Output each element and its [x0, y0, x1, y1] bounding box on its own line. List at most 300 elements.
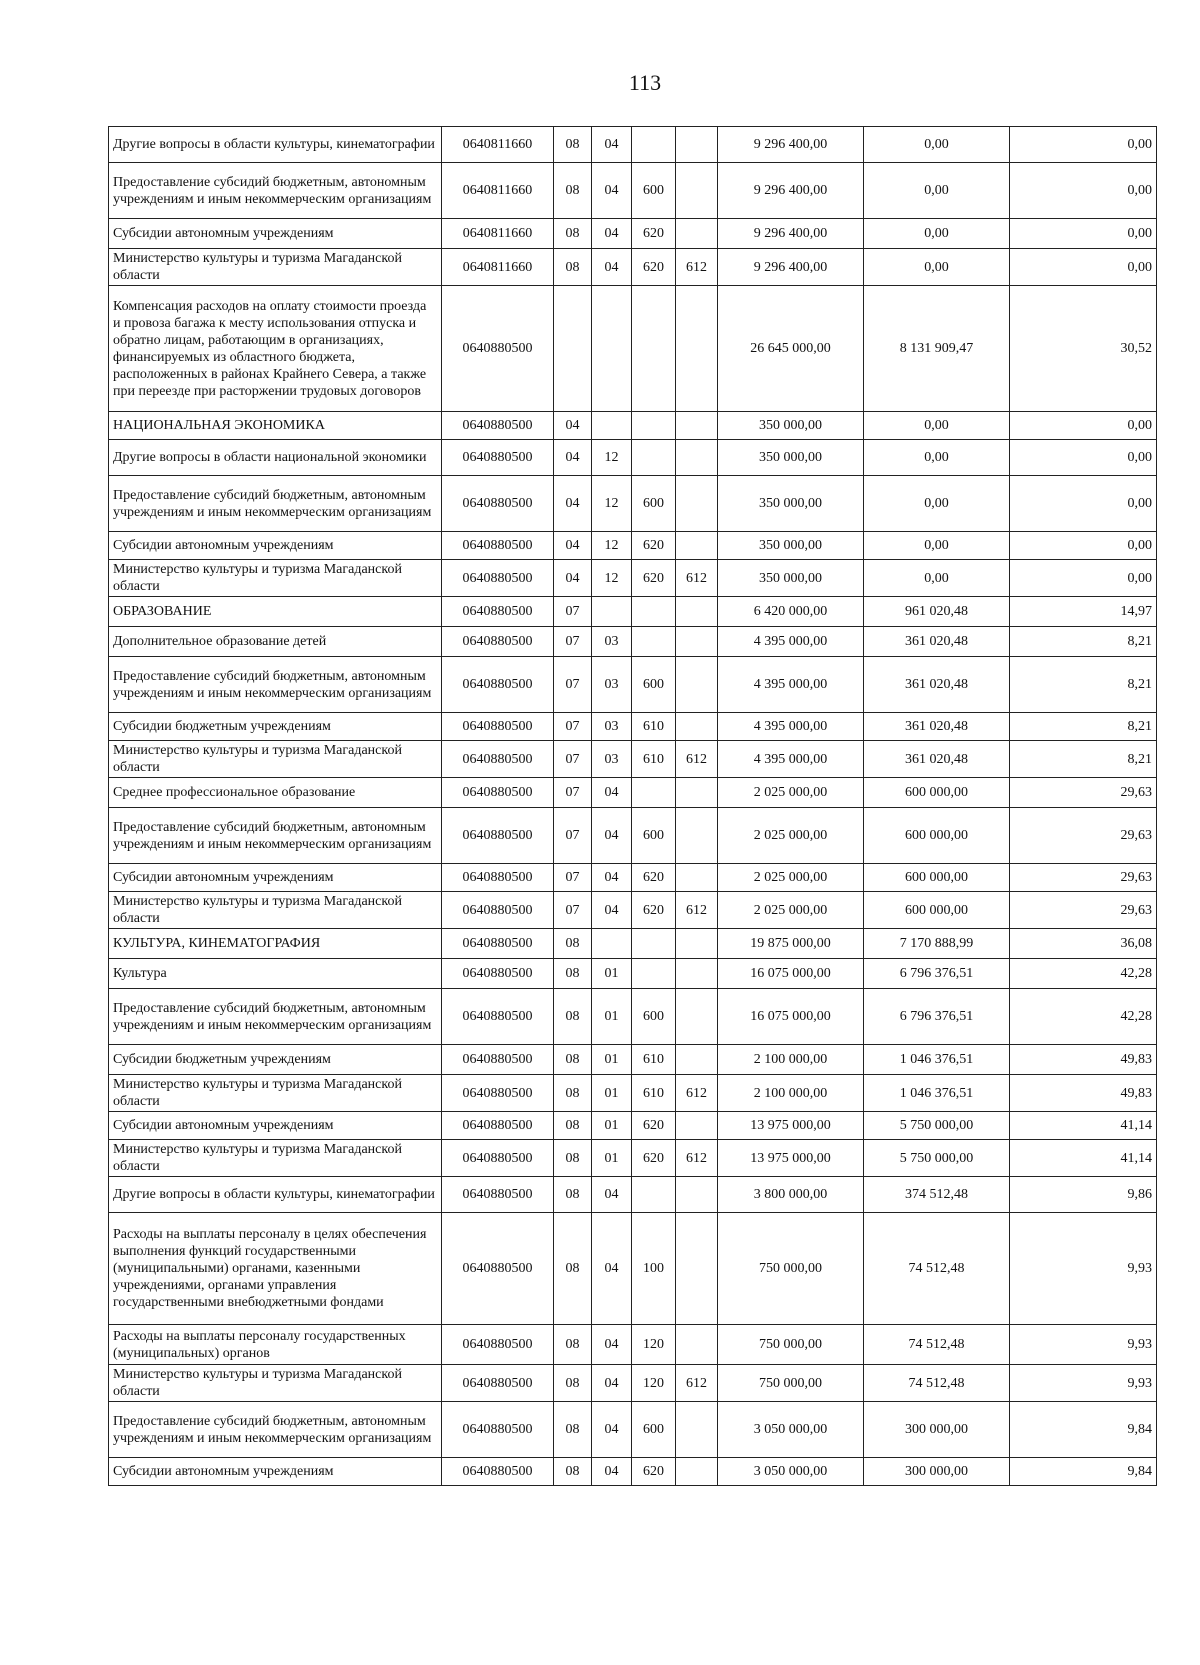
cell-target-code: 0640880500 — [442, 627, 554, 657]
cell-planned: 2 025 000,00 — [718, 808, 864, 864]
cell-subsection: 03 — [592, 627, 632, 657]
cell-subsection: 01 — [592, 989, 632, 1045]
cell-target-code: 0640880500 — [442, 476, 554, 532]
cell-section: 08 — [554, 1458, 592, 1486]
cell-target-code: 0640880500 — [442, 1045, 554, 1075]
cell-planned: 26 645 000,00 — [718, 286, 864, 412]
cell-executed: 0,00 — [864, 560, 1010, 597]
cell-percent: 8,21 — [1010, 627, 1157, 657]
cell-administrator: 612 — [676, 892, 718, 929]
cell-subsection: 04 — [592, 808, 632, 864]
table-row — [109, 127, 1157, 163]
cell-subsection: 04 — [592, 778, 632, 808]
table-row — [109, 1325, 1157, 1365]
table-row — [109, 1140, 1157, 1177]
cell-executed: 5 750 000,00 — [864, 1140, 1010, 1177]
cell-name: Субсидии бюджетным учреждениям — [109, 713, 442, 741]
cell-expense-type — [632, 597, 676, 627]
cell-percent: 36,08 — [1010, 929, 1157, 959]
cell-percent: 49,83 — [1010, 1075, 1157, 1112]
cell-percent: 42,28 — [1010, 959, 1157, 989]
cell-percent: 0,00 — [1010, 219, 1157, 249]
cell-name: Министерство культуры и туризма Магаданской области — [109, 892, 442, 929]
table-row — [109, 1177, 1157, 1213]
cell-percent: 0,00 — [1010, 532, 1157, 560]
cell-percent: 0,00 — [1010, 476, 1157, 532]
cell-percent: 9,86 — [1010, 1177, 1157, 1213]
cell-target-code: 0640880500 — [442, 989, 554, 1045]
cell-section: 07 — [554, 741, 592, 778]
cell-name: Министерство культуры и туризма Магаданской области — [109, 1365, 442, 1402]
cell-executed: 6 796 376,51 — [864, 959, 1010, 989]
cell-executed: 0,00 — [864, 127, 1010, 163]
table-row — [109, 286, 1157, 412]
cell-administrator — [676, 778, 718, 808]
cell-expense-type: 120 — [632, 1365, 676, 1402]
cell-expense-type — [632, 959, 676, 989]
cell-expense-type: 620 — [632, 249, 676, 286]
cell-section: 08 — [554, 127, 592, 163]
table-row — [109, 713, 1157, 741]
cell-percent: 9,93 — [1010, 1213, 1157, 1325]
table-row — [109, 627, 1157, 657]
cell-percent: 29,63 — [1010, 808, 1157, 864]
cell-subsection: 03 — [592, 713, 632, 741]
cell-executed: 5 750 000,00 — [864, 1112, 1010, 1140]
cell-percent: 0,00 — [1010, 163, 1157, 219]
cell-subsection: 04 — [592, 1213, 632, 1325]
cell-planned: 350 000,00 — [718, 440, 864, 476]
cell-name: Предоставление субсидий бюджетным, автономным учреждениям и иным некоммерческим организациям — [109, 476, 442, 532]
cell-expense-type: 620 — [632, 1458, 676, 1486]
cell-administrator: 612 — [676, 1365, 718, 1402]
cell-section: 07 — [554, 597, 592, 627]
cell-planned: 750 000,00 — [718, 1325, 864, 1365]
cell-executed: 300 000,00 — [864, 1458, 1010, 1486]
cell-subsection: 12 — [592, 440, 632, 476]
cell-section: 08 — [554, 1402, 592, 1458]
cell-planned: 3 050 000,00 — [718, 1402, 864, 1458]
table-row — [109, 1075, 1157, 1112]
cell-section: 08 — [554, 219, 592, 249]
table-row — [109, 1213, 1157, 1325]
cell-executed: 8 131 909,47 — [864, 286, 1010, 412]
cell-target-code: 0640880500 — [442, 713, 554, 741]
table-row — [109, 412, 1157, 440]
table-row — [109, 163, 1157, 219]
cell-administrator — [676, 1325, 718, 1365]
cell-administrator — [676, 929, 718, 959]
cell-section: 07 — [554, 778, 592, 808]
cell-section: 07 — [554, 864, 592, 892]
cell-administrator — [676, 219, 718, 249]
cell-executed: 7 170 888,99 — [864, 929, 1010, 959]
cell-percent: 8,21 — [1010, 657, 1157, 713]
cell-percent: 29,63 — [1010, 864, 1157, 892]
table-body — [109, 127, 1157, 1486]
cell-name: Предоставление субсидий бюджетным, автономным учреждениям и иным некоммерческим организациям — [109, 163, 442, 219]
cell-target-code: 0640880500 — [442, 1213, 554, 1325]
cell-executed: 600 000,00 — [864, 778, 1010, 808]
cell-administrator — [676, 440, 718, 476]
cell-name: Субсидии автономным учреждениям — [109, 1112, 442, 1140]
cell-executed: 0,00 — [864, 476, 1010, 532]
cell-percent: 29,63 — [1010, 778, 1157, 808]
cell-planned: 6 420 000,00 — [718, 597, 864, 627]
cell-administrator: 612 — [676, 741, 718, 778]
cell-planned: 16 075 000,00 — [718, 989, 864, 1045]
cell-executed: 300 000,00 — [864, 1402, 1010, 1458]
cell-section: 07 — [554, 808, 592, 864]
cell-planned: 16 075 000,00 — [718, 959, 864, 989]
cell-target-code: 0640880500 — [442, 657, 554, 713]
cell-administrator — [676, 412, 718, 440]
cell-percent: 30,52 — [1010, 286, 1157, 412]
cell-subsection: 01 — [592, 1112, 632, 1140]
cell-executed: 0,00 — [864, 163, 1010, 219]
cell-planned: 4 395 000,00 — [718, 741, 864, 778]
cell-subsection: 12 — [592, 560, 632, 597]
cell-name: КУЛЬТУРА, КИНЕМАТОГРАФИЯ — [109, 929, 442, 959]
cell-executed: 361 020,48 — [864, 741, 1010, 778]
cell-administrator — [676, 1402, 718, 1458]
cell-administrator — [676, 627, 718, 657]
cell-expense-type: 620 — [632, 1140, 676, 1177]
cell-percent: 41,14 — [1010, 1112, 1157, 1140]
cell-expense-type — [632, 440, 676, 476]
cell-administrator — [676, 713, 718, 741]
cell-target-code: 0640880500 — [442, 597, 554, 627]
table-row — [109, 476, 1157, 532]
cell-name: Министерство культуры и туризма Магаданской области — [109, 741, 442, 778]
cell-administrator — [676, 1458, 718, 1486]
cell-name: Субсидии бюджетным учреждениям — [109, 1045, 442, 1075]
cell-administrator: 612 — [676, 249, 718, 286]
cell-name: Дополнительное образование детей — [109, 627, 442, 657]
cell-planned: 750 000,00 — [718, 1213, 864, 1325]
cell-subsection: 03 — [592, 741, 632, 778]
cell-subsection: 01 — [592, 1045, 632, 1075]
cell-percent: 8,21 — [1010, 713, 1157, 741]
table-row — [109, 989, 1157, 1045]
cell-target-code: 0640811660 — [442, 127, 554, 163]
cell-administrator — [676, 163, 718, 219]
cell-name: Министерство культуры и туризма Магаданской области — [109, 1075, 442, 1112]
cell-percent: 9,84 — [1010, 1402, 1157, 1458]
cell-administrator — [676, 532, 718, 560]
cell-target-code: 0640880500 — [442, 1458, 554, 1486]
cell-target-code: 0640880500 — [442, 778, 554, 808]
cell-planned: 750 000,00 — [718, 1365, 864, 1402]
cell-expense-type — [632, 127, 676, 163]
table-row — [109, 929, 1157, 959]
cell-planned: 350 000,00 — [718, 412, 864, 440]
cell-subsection: 03 — [592, 657, 632, 713]
cell-percent: 42,28 — [1010, 989, 1157, 1045]
cell-expense-type: 600 — [632, 808, 676, 864]
cell-section: 07 — [554, 892, 592, 929]
cell-target-code: 0640880500 — [442, 892, 554, 929]
table-row — [109, 741, 1157, 778]
table-row — [109, 1045, 1157, 1075]
cell-target-code: 0640880500 — [442, 864, 554, 892]
cell-name: Предоставление субсидий бюджетным, автономным учреждениям и иным некоммерческим организациям — [109, 1402, 442, 1458]
cell-section: 08 — [554, 1045, 592, 1075]
table-row — [109, 440, 1157, 476]
cell-planned: 2 025 000,00 — [718, 892, 864, 929]
budget-table — [108, 126, 1157, 1486]
cell-planned: 19 875 000,00 — [718, 929, 864, 959]
cell-name: Субсидии автономным учреждениям — [109, 532, 442, 560]
cell-subsection: 04 — [592, 1402, 632, 1458]
cell-administrator — [676, 864, 718, 892]
cell-planned: 9 296 400,00 — [718, 219, 864, 249]
cell-subsection: 01 — [592, 959, 632, 989]
cell-percent: 0,00 — [1010, 127, 1157, 163]
cell-section: 08 — [554, 163, 592, 219]
cell-subsection: 04 — [592, 1365, 632, 1402]
cell-name: Другие вопросы в области культуры, кинематографии — [109, 127, 442, 163]
cell-section: 04 — [554, 440, 592, 476]
table-row — [109, 1402, 1157, 1458]
cell-planned: 350 000,00 — [718, 476, 864, 532]
cell-planned: 2 025 000,00 — [718, 864, 864, 892]
cell-target-code: 0640811660 — [442, 163, 554, 219]
cell-executed: 74 512,48 — [864, 1325, 1010, 1365]
cell-administrator — [676, 1213, 718, 1325]
cell-executed: 600 000,00 — [864, 864, 1010, 892]
cell-section: 04 — [554, 560, 592, 597]
cell-name: ОБРАЗОВАНИЕ — [109, 597, 442, 627]
cell-expense-type: 620 — [632, 219, 676, 249]
cell-subsection — [592, 286, 632, 412]
cell-percent: 9,93 — [1010, 1365, 1157, 1402]
cell-name: Компенсация расходов на оплату стоимости проезда и провоза багажа к месту использования отпуска и обратно лицам, работающим в организациях, финансируемых из областного бюджета, расположенных в районах Крайнего Севера, а также при переезде при расторжении трудовых договоров — [109, 286, 442, 412]
cell-expense-type: 610 — [632, 1045, 676, 1075]
cell-percent: 8,21 — [1010, 741, 1157, 778]
cell-expense-type: 600 — [632, 476, 676, 532]
cell-executed: 0,00 — [864, 440, 1010, 476]
cell-subsection — [592, 412, 632, 440]
cell-name: Расходы на выплаты персоналу в целях обеспечения выполнения функций государственными (муниципальными) органами, казенными учреждениями, органами управления государственными внебюджетными фондами — [109, 1213, 442, 1325]
table-row — [109, 597, 1157, 627]
cell-section: 07 — [554, 657, 592, 713]
cell-subsection: 01 — [592, 1075, 632, 1112]
cell-planned: 13 975 000,00 — [718, 1112, 864, 1140]
cell-executed: 961 020,48 — [864, 597, 1010, 627]
cell-planned: 3 800 000,00 — [718, 1177, 864, 1213]
cell-percent: 0,00 — [1010, 560, 1157, 597]
cell-name: НАЦИОНАЛЬНАЯ ЭКОНОМИКА — [109, 412, 442, 440]
cell-administrator: 612 — [676, 1075, 718, 1112]
table-row — [109, 959, 1157, 989]
cell-section: 08 — [554, 1112, 592, 1140]
cell-subsection — [592, 929, 632, 959]
cell-expense-type — [632, 286, 676, 412]
cell-planned: 350 000,00 — [718, 532, 864, 560]
cell-expense-type: 620 — [632, 560, 676, 597]
cell-section: 04 — [554, 532, 592, 560]
cell-planned: 2 100 000,00 — [718, 1045, 864, 1075]
cell-expense-type: 610 — [632, 741, 676, 778]
cell-section: 07 — [554, 627, 592, 657]
table-row — [109, 219, 1157, 249]
cell-target-code: 0640880500 — [442, 440, 554, 476]
cell-administrator — [676, 959, 718, 989]
cell-executed: 0,00 — [864, 532, 1010, 560]
cell-target-code: 0640880500 — [442, 412, 554, 440]
cell-target-code: 0640880500 — [442, 1140, 554, 1177]
cell-name: Другие вопросы в области культуры, кинематографии — [109, 1177, 442, 1213]
cell-planned: 4 395 000,00 — [718, 713, 864, 741]
cell-subsection: 04 — [592, 864, 632, 892]
cell-target-code: 0640880500 — [442, 532, 554, 560]
cell-expense-type: 620 — [632, 864, 676, 892]
cell-executed: 361 020,48 — [864, 713, 1010, 741]
cell-name: Субсидии автономным учреждениям — [109, 1458, 442, 1486]
cell-subsection: 04 — [592, 1177, 632, 1213]
cell-target-code: 0640880500 — [442, 959, 554, 989]
cell-section: 08 — [554, 989, 592, 1045]
cell-planned: 350 000,00 — [718, 560, 864, 597]
cell-section: 08 — [554, 1365, 592, 1402]
cell-planned: 4 395 000,00 — [718, 657, 864, 713]
cell-name: Субсидии автономным учреждениям — [109, 864, 442, 892]
table-row — [109, 1458, 1157, 1486]
cell-executed: 6 796 376,51 — [864, 989, 1010, 1045]
cell-subsection: 01 — [592, 1140, 632, 1177]
cell-section: 07 — [554, 713, 592, 741]
cell-name: Расходы на выплаты персоналу государственных (муниципальных) органов — [109, 1325, 442, 1365]
cell-percent: 41,14 — [1010, 1140, 1157, 1177]
cell-planned: 13 975 000,00 — [718, 1140, 864, 1177]
cell-subsection: 04 — [592, 163, 632, 219]
cell-expense-type: 600 — [632, 1402, 676, 1458]
cell-administrator — [676, 597, 718, 627]
cell-expense-type: 620 — [632, 892, 676, 929]
cell-percent: 0,00 — [1010, 412, 1157, 440]
cell-section: 08 — [554, 249, 592, 286]
cell-expense-type: 600 — [632, 657, 676, 713]
cell-name: Предоставление субсидий бюджетным, автономным учреждениям и иным некоммерческим организациям — [109, 657, 442, 713]
cell-administrator — [676, 286, 718, 412]
cell-executed: 74 512,48 — [864, 1365, 1010, 1402]
cell-name: Предоставление субсидий бюджетным, автономным учреждениям и иным некоммерческим организациям — [109, 989, 442, 1045]
cell-target-code: 0640880500 — [442, 929, 554, 959]
cell-executed: 1 046 376,51 — [864, 1045, 1010, 1075]
table-row — [109, 532, 1157, 560]
cell-target-code: 0640880500 — [442, 286, 554, 412]
cell-section: 08 — [554, 1213, 592, 1325]
cell-administrator — [676, 1045, 718, 1075]
cell-subsection: 04 — [592, 127, 632, 163]
cell-administrator — [676, 808, 718, 864]
cell-executed: 600 000,00 — [864, 808, 1010, 864]
table-row — [109, 560, 1157, 597]
cell-target-code: 0640880500 — [442, 1177, 554, 1213]
cell-expense-type — [632, 627, 676, 657]
cell-subsection: 04 — [592, 1458, 632, 1486]
table-row — [109, 1365, 1157, 1402]
cell-target-code: 0640811660 — [442, 219, 554, 249]
cell-name: Субсидии автономным учреждениям — [109, 219, 442, 249]
cell-name: Министерство культуры и туризма Магаданской области — [109, 1140, 442, 1177]
cell-section: 08 — [554, 1177, 592, 1213]
cell-target-code: 0640880500 — [442, 808, 554, 864]
cell-executed: 361 020,48 — [864, 657, 1010, 713]
cell-expense-type — [632, 1177, 676, 1213]
cell-executed: 374 512,48 — [864, 1177, 1010, 1213]
table-row — [109, 1112, 1157, 1140]
cell-target-code: 0640880500 — [442, 741, 554, 778]
cell-expense-type: 100 — [632, 1213, 676, 1325]
cell-name: Предоставление субсидий бюджетным, автономным учреждениям и иным некоммерческим организациям — [109, 808, 442, 864]
cell-section: 04 — [554, 412, 592, 440]
cell-planned: 4 395 000,00 — [718, 627, 864, 657]
cell-executed: 74 512,48 — [864, 1213, 1010, 1325]
cell-percent: 49,83 — [1010, 1045, 1157, 1075]
cell-expense-type: 620 — [632, 532, 676, 560]
cell-expense-type — [632, 778, 676, 808]
cell-target-code: 0640880500 — [442, 1402, 554, 1458]
cell-administrator: 612 — [676, 560, 718, 597]
cell-target-code: 0640880500 — [442, 1365, 554, 1402]
cell-administrator — [676, 1177, 718, 1213]
cell-administrator — [676, 127, 718, 163]
cell-name: Культура — [109, 959, 442, 989]
cell-section: 08 — [554, 1140, 592, 1177]
cell-subsection: 04 — [592, 249, 632, 286]
cell-name: Среднее профессиональное образование — [109, 778, 442, 808]
cell-subsection — [592, 597, 632, 627]
cell-section: 08 — [554, 959, 592, 989]
cell-section: 04 — [554, 476, 592, 532]
cell-executed: 361 020,48 — [864, 627, 1010, 657]
cell-planned: 9 296 400,00 — [718, 127, 864, 163]
cell-name: Другие вопросы в области национальной экономики — [109, 440, 442, 476]
cell-target-code: 0640880500 — [442, 1112, 554, 1140]
cell-target-code: 0640811660 — [442, 249, 554, 286]
cell-percent: 0,00 — [1010, 440, 1157, 476]
cell-expense-type: 600 — [632, 163, 676, 219]
cell-percent: 9,93 — [1010, 1325, 1157, 1365]
cell-subsection: 12 — [592, 476, 632, 532]
cell-administrator: 612 — [676, 1140, 718, 1177]
cell-section — [554, 286, 592, 412]
cell-planned: 9 296 400,00 — [718, 163, 864, 219]
cell-planned: 2 025 000,00 — [718, 778, 864, 808]
cell-subsection: 12 — [592, 532, 632, 560]
cell-administrator — [676, 476, 718, 532]
cell-planned: 2 100 000,00 — [718, 1075, 864, 1112]
cell-expense-type: 600 — [632, 989, 676, 1045]
page-number: 113 — [628, 70, 662, 95]
cell-name: Министерство культуры и туризма Магаданской области — [109, 249, 442, 286]
cell-executed: 1 046 376,51 — [864, 1075, 1010, 1112]
cell-administrator — [676, 989, 718, 1045]
cell-expense-type: 610 — [632, 1075, 676, 1112]
cell-target-code: 0640880500 — [442, 1325, 554, 1365]
cell-executed: 600 000,00 — [864, 892, 1010, 929]
cell-subsection: 04 — [592, 892, 632, 929]
table-row — [109, 808, 1157, 864]
table-row — [109, 892, 1157, 929]
cell-expense-type: 120 — [632, 1325, 676, 1365]
cell-percent: 0,00 — [1010, 249, 1157, 286]
cell-target-code: 0640880500 — [442, 1075, 554, 1112]
cell-name: Министерство культуры и туризма Магаданской области — [109, 560, 442, 597]
table-row — [109, 249, 1157, 286]
